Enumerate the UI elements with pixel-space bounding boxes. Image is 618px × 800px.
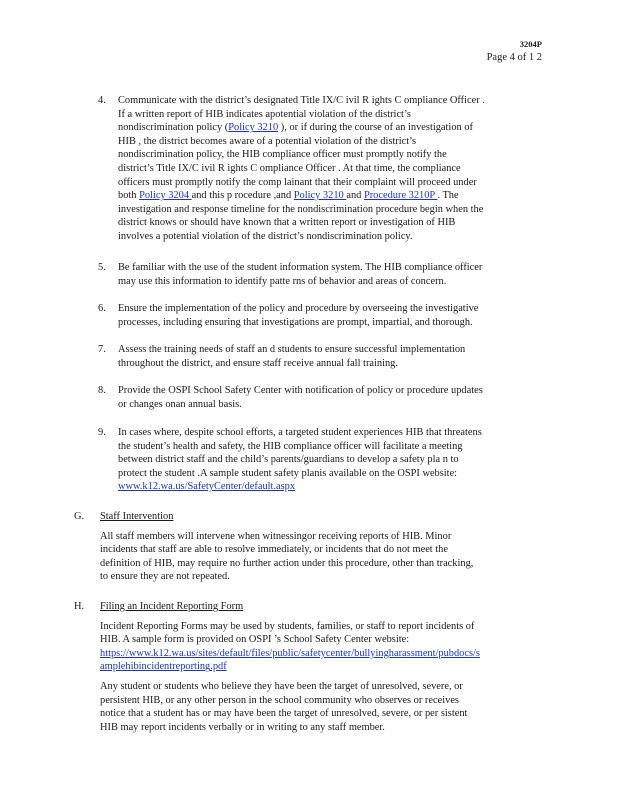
section-g (74, 510, 542, 584)
text-line: persistent HIB, or any other person in the school community who observes or receives (100, 694, 459, 706)
safety-center-link[interactable]: www.k12.wa.us/SafetyCenter/default.aspx (118, 481, 296, 493)
item-number: 9. (98, 427, 106, 438)
section-h (74, 600, 542, 734)
list-item-5 (98, 261, 542, 288)
text-line: notice that a student has or may have been the target of unresolved, severe, or per sistent (100, 708, 468, 720)
text-line: between district staff and the child’s parents/guardians to develop a safety pla n to (118, 454, 459, 466)
text-line: protect the student .A sample student safety planis available on the OSPI website: (118, 467, 458, 479)
list-item-4 (98, 94, 542, 244)
text-line: Incident Reporting Forms may be used by students, families, or staff to report incidents of (100, 620, 475, 632)
text-line: officers must promptly notify the comp lainant that their complaint will proceed under (118, 176, 477, 188)
list-item-6 (98, 302, 542, 329)
text-line: incidents that staff are able to resolve immediately, or incidents that do not meet the (100, 544, 448, 556)
text-line: HIB , the district becomes aware of a potential violation of the district’s (118, 135, 417, 147)
procedure-3210p-link[interactable]: Procedure 3210P (363, 190, 438, 202)
text-line: In cases where, despite school efforts, a targeted student experiences HIB that threatens (118, 427, 482, 438)
text-line: Communicate with the district’s designated Title IX/C ivil R ights C ompliance Officer . (118, 95, 485, 106)
section-title: Staff Intervention (100, 511, 174, 522)
text-line: Be familiar with the use of the student information system. The HIB compliance officer (118, 262, 483, 273)
item-number: 4. (98, 95, 106, 106)
text-line: to ensure they are not repeated. (100, 571, 230, 583)
text-line: may use this information to identify patte rns of behavior and areas of concern. (118, 275, 447, 287)
incident-form-link[interactable]: https://www.k12.wa.us/sites/default/files/public/safetycenter/bullyingharassment/pubdocs/s (100, 647, 480, 659)
text-line: Provide the OSPI School Safety Center with notification of policy or procedure updates (118, 385, 483, 396)
text-line: HIB may report incidents verbally or in writing to any staff member. (100, 721, 385, 733)
policy-3204-link[interactable]: Policy 3204 (139, 190, 192, 202)
policy-3210-link[interactable]: Policy 3210 (228, 122, 279, 134)
item-number: 7. (98, 344, 106, 355)
section-letter: H. (74, 601, 85, 612)
text-line: Assess the training needs of staff an d students to ensure successful implementation (118, 344, 466, 355)
text-line (118, 480, 542, 494)
section-title: Filing an Incident Reporting Form (100, 601, 244, 612)
list-item-7 (98, 343, 542, 370)
text-line: involves a potential violation of the district’s nondiscrimination policy. (118, 230, 413, 242)
page-header (487, 38, 542, 64)
text-line: Any student or students who believe they have been the target of unresolved, severe, or (100, 680, 463, 692)
incident-form-link-cont[interactable]: amplehibincidentreporting.pdf (100, 661, 227, 673)
item-number: 5. (98, 262, 106, 273)
text-line: nondiscrimination policy, the HIB compliance officer must promptly notify the (118, 149, 447, 161)
text-line: throughout the district, and ensure staff receive annual fall training. (118, 357, 398, 369)
text-line: HIB. A sample form is provided on OSPI ’s School Safety Center website: (100, 634, 410, 646)
text-line: the student’s health and safety, the HIB compliance officer will facilitate a meeting (118, 440, 463, 452)
list-item-8 (98, 384, 542, 411)
policy-code: 3204P (519, 39, 542, 49)
item-number: 8. (98, 385, 106, 396)
text-line: If a written report of HIB indicates apotential violation of the district’s (118, 108, 411, 120)
policy-3210-link-2[interactable]: Policy 3210 (293, 190, 347, 202)
text-line: both Policy 3204 and this p rocedure ,and Policy 3210 and Procedure 3210P . The (118, 190, 459, 202)
item-number: 6. (98, 303, 106, 314)
text-line: district’s Title IX/C ivil R ights C ompliance Officer . At that time, the compliance (118, 162, 461, 174)
text-line (100, 660, 542, 674)
text-line (100, 647, 542, 661)
text-line: nondiscrimination policy (Policy 3210 ), or if during the course of an investigation of (118, 122, 473, 134)
text-line: district knows or should have known that a written report or investigation of HIB (118, 217, 456, 229)
page-number: Page 4 of 1 2 (486, 52, 542, 63)
text-line: processes, including ensuring that investigations are prompt, impartial, and thorough. (118, 316, 473, 328)
text-line: investigation and response timeline for the nondiscrimination procedure begin when the (118, 203, 484, 215)
text-line: All staff members will intervene when witnessingor receiving reports of HIB. Minor (100, 530, 452, 542)
text-line: or changes onan annual basis. (118, 398, 242, 410)
section-letter: G. (74, 511, 85, 522)
text-line: Ensure the implementation of the policy and procedure by overseeing the investigative (118, 303, 479, 314)
text-line: definition of HIB, may require no further action under this procedure, other than tracking, (100, 557, 474, 569)
list-item-9 (98, 426, 542, 494)
